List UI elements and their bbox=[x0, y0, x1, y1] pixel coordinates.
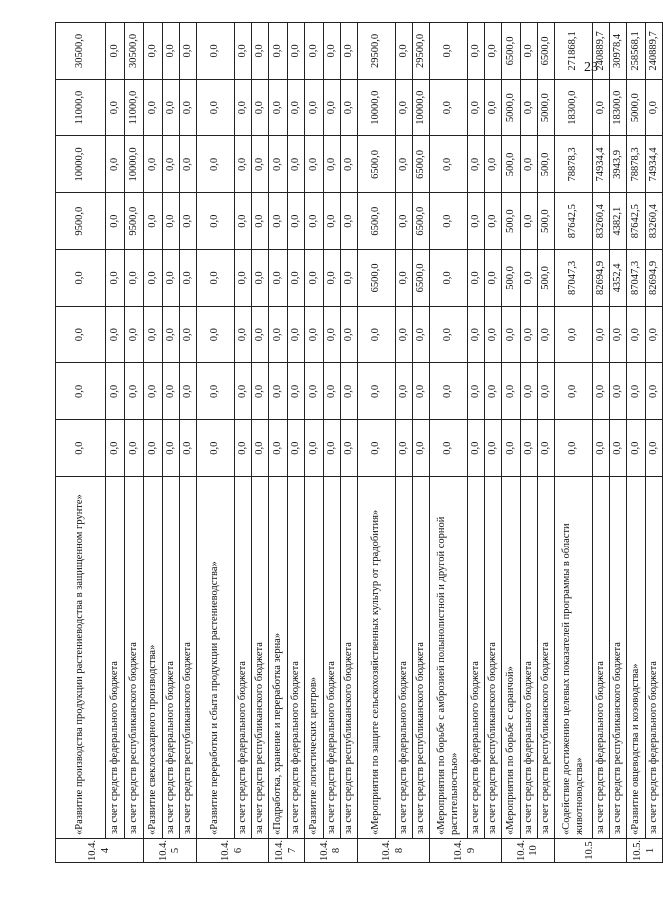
value-cell: 9500,0 bbox=[125, 193, 144, 250]
value-cell: 0,0 bbox=[125, 306, 144, 363]
value-cell: 0,0 bbox=[430, 79, 468, 136]
value-cell: 0,0 bbox=[197, 193, 235, 250]
value-cell: 0,0 bbox=[538, 363, 555, 420]
value-cell: 0,0 bbox=[341, 193, 358, 250]
value-cell: 78878,3 bbox=[555, 136, 593, 193]
value-cell: 0,0 bbox=[593, 306, 610, 363]
value-cell: 0,0 bbox=[341, 79, 358, 136]
value-cell: 0,0 bbox=[56, 250, 106, 307]
value-cell: 0,0 bbox=[502, 420, 521, 477]
item-name-cell: за счет средств федерального бюджета bbox=[646, 477, 663, 839]
value-cell: 6500,0 bbox=[538, 23, 555, 80]
table-row bbox=[396, 23, 413, 863]
value-cell: 0,0 bbox=[56, 420, 106, 477]
value-cell: 0,0 bbox=[305, 420, 324, 477]
value-cell: 87642,5 bbox=[627, 193, 646, 250]
item-code-cell: 10.4. 8 bbox=[305, 839, 358, 863]
value-cell: 6500,0 bbox=[358, 250, 396, 307]
value-cell: 0,0 bbox=[468, 193, 485, 250]
value-cell: 0,0 bbox=[288, 250, 305, 307]
value-cell: 0,0 bbox=[252, 420, 269, 477]
value-cell: 0,0 bbox=[106, 250, 125, 307]
value-cell: 0,0 bbox=[144, 193, 163, 250]
table-row bbox=[538, 23, 555, 863]
value-cell: 0,0 bbox=[468, 23, 485, 80]
item-code-cell: 10.4. 5 bbox=[144, 839, 197, 863]
value-cell: 0,0 bbox=[56, 306, 106, 363]
value-cell: 0,0 bbox=[324, 79, 341, 136]
value-cell: 0,0 bbox=[106, 193, 125, 250]
item-name-cell: «Развитие логистических центров» bbox=[305, 477, 324, 839]
value-cell: 0,0 bbox=[485, 363, 502, 420]
value-cell: 0,0 bbox=[269, 136, 288, 193]
value-cell: 0,0 bbox=[288, 23, 305, 80]
value-cell: 0,0 bbox=[106, 23, 125, 80]
value-cell: 0,0 bbox=[288, 193, 305, 250]
value-cell: 11000,0 bbox=[56, 79, 106, 136]
value-cell: 0,0 bbox=[358, 306, 396, 363]
item-name-cell: за счет средств республиканского бюджета bbox=[180, 477, 197, 839]
item-code-cell: 10.4. 7 bbox=[269, 839, 305, 863]
value-cell: 0,0 bbox=[269, 306, 288, 363]
value-cell: 0,0 bbox=[396, 420, 413, 477]
value-cell: 5000,0 bbox=[502, 79, 521, 136]
value-cell: 0,0 bbox=[252, 136, 269, 193]
value-cell: 0,0 bbox=[197, 250, 235, 307]
value-cell: 0,0 bbox=[163, 306, 180, 363]
value-cell: 18300,0 bbox=[555, 79, 593, 136]
value-cell: 0,0 bbox=[235, 136, 252, 193]
value-cell: 87047,3 bbox=[555, 250, 593, 307]
value-cell: 30500,0 bbox=[56, 23, 106, 80]
value-cell: 500,0 bbox=[538, 136, 555, 193]
item-name-cell: за счет средств республиканского бюджета bbox=[538, 477, 555, 839]
value-cell: 0,0 bbox=[341, 363, 358, 420]
value-cell: 0,0 bbox=[593, 420, 610, 477]
value-cell: 0,0 bbox=[468, 363, 485, 420]
value-cell: 0,0 bbox=[593, 79, 610, 136]
value-cell: 0,0 bbox=[106, 79, 125, 136]
value-cell: 0,0 bbox=[163, 136, 180, 193]
value-cell: 0,0 bbox=[555, 420, 593, 477]
value-cell: 0,0 bbox=[252, 193, 269, 250]
value-cell: 0,0 bbox=[163, 79, 180, 136]
value-cell: 0,0 bbox=[163, 363, 180, 420]
value-cell: 0,0 bbox=[646, 306, 663, 363]
value-cell: 0,0 bbox=[235, 420, 252, 477]
value-cell: 0,0 bbox=[341, 23, 358, 80]
value-cell: 0,0 bbox=[180, 79, 197, 136]
value-cell: 0,0 bbox=[502, 363, 521, 420]
value-cell: 0,0 bbox=[610, 306, 627, 363]
value-cell: 0,0 bbox=[324, 306, 341, 363]
value-cell: 0,0 bbox=[593, 363, 610, 420]
value-cell: 10000,0 bbox=[125, 136, 144, 193]
value-cell: 0,0 bbox=[430, 193, 468, 250]
value-cell: 0,0 bbox=[180, 193, 197, 250]
value-cell: 0,0 bbox=[144, 79, 163, 136]
value-cell: 0,0 bbox=[106, 136, 125, 193]
value-cell: 6500,0 bbox=[502, 23, 521, 80]
value-cell: 0,0 bbox=[305, 193, 324, 250]
table-row bbox=[235, 23, 252, 863]
table-row bbox=[485, 23, 502, 863]
table-row bbox=[125, 23, 144, 863]
item-name-cell: за счет средств федерального бюджета bbox=[468, 477, 485, 839]
page-number: 23 bbox=[584, 60, 598, 75]
value-cell: 0,0 bbox=[235, 79, 252, 136]
value-cell: 0,0 bbox=[485, 250, 502, 307]
value-cell: 87047,3 bbox=[627, 250, 646, 307]
table-row bbox=[610, 23, 627, 863]
value-cell: 0,0 bbox=[163, 250, 180, 307]
value-cell: 0,0 bbox=[125, 420, 144, 477]
value-cell: 83260,4 bbox=[593, 193, 610, 250]
value-cell: 0,0 bbox=[305, 363, 324, 420]
value-cell: 30978,4 bbox=[610, 23, 627, 80]
item-name-cell: за счет средств республиканского бюджета bbox=[485, 477, 502, 839]
table-row bbox=[305, 23, 324, 863]
value-cell: 78878,3 bbox=[627, 136, 646, 193]
value-cell: 0,0 bbox=[197, 306, 235, 363]
value-cell: 0,0 bbox=[396, 306, 413, 363]
value-cell: 0,0 bbox=[396, 79, 413, 136]
value-cell: 0,0 bbox=[288, 420, 305, 477]
value-cell: 500,0 bbox=[538, 193, 555, 250]
value-cell: 0,0 bbox=[430, 250, 468, 307]
value-cell: 0,0 bbox=[627, 420, 646, 477]
value-cell: 0,0 bbox=[235, 193, 252, 250]
table-row bbox=[56, 23, 106, 863]
item-name-cell: за счет средств республиканского бюджета bbox=[341, 477, 358, 839]
item-name-cell: за счет средств федерального бюджета bbox=[593, 477, 610, 839]
value-cell: 0,0 bbox=[269, 23, 288, 80]
table-row bbox=[468, 23, 485, 863]
value-cell: 0,0 bbox=[485, 193, 502, 250]
value-cell: 6500,0 bbox=[413, 250, 430, 307]
value-cell: 87642,5 bbox=[555, 193, 593, 250]
value-cell: 6500,0 bbox=[413, 193, 430, 250]
budget-table bbox=[55, 22, 663, 863]
value-cell: 0,0 bbox=[627, 306, 646, 363]
value-cell: 0,0 bbox=[396, 363, 413, 420]
value-cell: 0,0 bbox=[521, 363, 538, 420]
value-cell: 500,0 bbox=[538, 250, 555, 307]
value-cell: 0,0 bbox=[413, 363, 430, 420]
value-cell: 0,0 bbox=[197, 79, 235, 136]
value-cell: 74934,4 bbox=[646, 136, 663, 193]
value-cell: 0,0 bbox=[396, 136, 413, 193]
table-row bbox=[163, 23, 180, 863]
value-cell: 0,0 bbox=[413, 306, 430, 363]
value-cell: 30500,0 bbox=[125, 23, 144, 80]
table-row bbox=[180, 23, 197, 863]
value-cell: 0,0 bbox=[163, 193, 180, 250]
value-cell: 74934,4 bbox=[593, 136, 610, 193]
value-cell: 0,0 bbox=[305, 136, 324, 193]
value-cell: 0,0 bbox=[180, 23, 197, 80]
value-cell: 0,0 bbox=[252, 23, 269, 80]
value-cell: 0,0 bbox=[538, 306, 555, 363]
table-row bbox=[269, 23, 288, 863]
item-name-cell: за счет средств федерального бюджета bbox=[106, 477, 125, 839]
item-code-cell: 10.4. 6 bbox=[197, 839, 269, 863]
value-cell: 0,0 bbox=[646, 363, 663, 420]
value-cell: 0,0 bbox=[341, 250, 358, 307]
value-cell: 0,0 bbox=[324, 363, 341, 420]
table-row bbox=[646, 23, 663, 863]
value-cell: 82694,9 bbox=[646, 250, 663, 307]
value-cell: 0,0 bbox=[252, 79, 269, 136]
table-row bbox=[555, 23, 593, 863]
value-cell: 6500,0 bbox=[413, 136, 430, 193]
value-cell: 29500,0 bbox=[358, 23, 396, 80]
value-cell: 0,0 bbox=[430, 136, 468, 193]
value-cell: 5000,0 bbox=[538, 79, 555, 136]
table-row bbox=[341, 23, 358, 863]
value-cell: 0,0 bbox=[430, 420, 468, 477]
table-row bbox=[521, 23, 538, 863]
value-cell: 0,0 bbox=[235, 23, 252, 80]
item-code-cell: 10.5. 1 bbox=[627, 839, 663, 863]
value-cell: 10000,0 bbox=[413, 79, 430, 136]
value-cell: 29500,0 bbox=[413, 23, 430, 80]
value-cell: 0,0 bbox=[180, 250, 197, 307]
table-row bbox=[288, 23, 305, 863]
value-cell: 0,0 bbox=[396, 23, 413, 80]
table-row bbox=[627, 23, 646, 863]
value-cell: 0,0 bbox=[288, 136, 305, 193]
value-cell: 0,0 bbox=[180, 420, 197, 477]
value-cell: 0,0 bbox=[610, 363, 627, 420]
value-cell: 0,0 bbox=[235, 363, 252, 420]
value-cell: 0,0 bbox=[521, 136, 538, 193]
value-cell: 0,0 bbox=[288, 306, 305, 363]
value-cell: 0,0 bbox=[180, 363, 197, 420]
value-cell: 0,0 bbox=[180, 306, 197, 363]
value-cell: 500,0 bbox=[502, 193, 521, 250]
value-cell: 0,0 bbox=[197, 363, 235, 420]
value-cell: 0,0 bbox=[468, 136, 485, 193]
value-cell: 0,0 bbox=[288, 363, 305, 420]
value-cell: 0,0 bbox=[106, 420, 125, 477]
table-row bbox=[197, 23, 235, 863]
table-row bbox=[502, 23, 521, 863]
value-cell: 0,0 bbox=[106, 306, 125, 363]
value-cell: 0,0 bbox=[521, 250, 538, 307]
value-cell: 0,0 bbox=[197, 23, 235, 80]
value-cell: 0,0 bbox=[324, 136, 341, 193]
value-cell: 0,0 bbox=[468, 306, 485, 363]
value-cell: 271868,1 bbox=[555, 23, 593, 80]
item-name-cell: за счет средств республиканского бюджета bbox=[125, 477, 144, 839]
value-cell: 0,0 bbox=[646, 79, 663, 136]
value-cell: 0,0 bbox=[305, 250, 324, 307]
value-cell: 0,0 bbox=[521, 79, 538, 136]
table-row bbox=[358, 23, 396, 863]
value-cell: 0,0 bbox=[144, 363, 163, 420]
value-cell: 0,0 bbox=[144, 23, 163, 80]
budget-table-body bbox=[56, 23, 663, 863]
value-cell: 0,0 bbox=[197, 136, 235, 193]
value-cell: 0,0 bbox=[521, 306, 538, 363]
item-name-cell: «Развитие производства продукции растениеводства в защищенном грунте» bbox=[56, 477, 106, 839]
value-cell: 0,0 bbox=[485, 23, 502, 80]
value-cell: 0,0 bbox=[430, 363, 468, 420]
value-cell: 0,0 bbox=[106, 363, 125, 420]
value-cell: 0,0 bbox=[269, 363, 288, 420]
value-cell: 0,0 bbox=[269, 193, 288, 250]
value-cell: 82694,9 bbox=[593, 250, 610, 307]
item-name-cell: «Мероприятия по борьбе с амброзией полынолистной и другой сорной растительностью» bbox=[430, 477, 468, 839]
value-cell: 0,0 bbox=[430, 306, 468, 363]
value-cell: 0,0 bbox=[305, 306, 324, 363]
value-cell: 0,0 bbox=[144, 136, 163, 193]
value-cell: 0,0 bbox=[144, 420, 163, 477]
item-name-cell: за счет средств федерального бюджета bbox=[521, 477, 538, 839]
value-cell: 240889,7 bbox=[593, 23, 610, 80]
value-cell: 500,0 bbox=[502, 136, 521, 193]
table-row bbox=[144, 23, 163, 863]
value-cell: 0,0 bbox=[252, 306, 269, 363]
value-cell: 0,0 bbox=[235, 250, 252, 307]
item-code-cell: 10.5 bbox=[555, 839, 627, 863]
value-cell: 0,0 bbox=[396, 250, 413, 307]
value-cell: 0,0 bbox=[468, 420, 485, 477]
value-cell: 0,0 bbox=[324, 23, 341, 80]
item-code-cell: 10.4. 4 bbox=[56, 839, 144, 863]
value-cell: 0,0 bbox=[358, 420, 396, 477]
value-cell: 0,0 bbox=[288, 79, 305, 136]
value-cell: 0,0 bbox=[252, 250, 269, 307]
value-cell: 0,0 bbox=[180, 136, 197, 193]
value-cell: 0,0 bbox=[521, 420, 538, 477]
value-cell: 3943,9 bbox=[610, 136, 627, 193]
value-cell: 0,0 bbox=[269, 79, 288, 136]
item-code-cell: 10.4. 10 bbox=[502, 839, 555, 863]
value-cell: 0,0 bbox=[396, 193, 413, 250]
value-cell: 0,0 bbox=[502, 306, 521, 363]
item-code-cell: 10.4. 8 bbox=[358, 839, 430, 863]
table-row bbox=[430, 23, 468, 863]
item-name-cell: «Подработка, хранение и переработка зерна» bbox=[269, 477, 288, 839]
item-name-cell: «Развитие свеклосахарного производства» bbox=[144, 477, 163, 839]
value-cell: 0,0 bbox=[324, 250, 341, 307]
item-name-cell: «Содействие достижению целевых показателей программы в области животноводства» bbox=[555, 477, 593, 839]
value-cell: 0,0 bbox=[144, 250, 163, 307]
value-cell: 5000,0 bbox=[627, 79, 646, 136]
item-name-cell: за счет средств федерального бюджета bbox=[288, 477, 305, 839]
value-cell: 10000,0 bbox=[358, 79, 396, 136]
value-cell: 0,0 bbox=[538, 420, 555, 477]
item-name-cell: за счет средств федерального бюджета bbox=[235, 477, 252, 839]
value-cell: 0,0 bbox=[485, 306, 502, 363]
item-name-cell: за счет средств республиканского бюджета bbox=[252, 477, 269, 839]
value-cell: 0,0 bbox=[269, 420, 288, 477]
value-cell: 0,0 bbox=[646, 420, 663, 477]
item-name-cell: за счет средств федерального бюджета bbox=[163, 477, 180, 839]
value-cell: 18300,0 bbox=[610, 79, 627, 136]
value-cell: 0,0 bbox=[610, 420, 627, 477]
value-cell: 0,0 bbox=[163, 420, 180, 477]
value-cell: 240889,7 bbox=[646, 23, 663, 80]
value-cell: 0,0 bbox=[341, 420, 358, 477]
value-cell: 0,0 bbox=[521, 193, 538, 250]
item-name-cell: «Развитие переработки и сбыта продукции растениеводства» bbox=[197, 477, 235, 839]
value-cell: 0,0 bbox=[627, 363, 646, 420]
value-cell: 0,0 bbox=[197, 420, 235, 477]
value-cell: 0,0 bbox=[56, 363, 106, 420]
item-name-cell: за счет средств федерального бюджета bbox=[396, 477, 413, 839]
table-row bbox=[413, 23, 430, 863]
table-row bbox=[593, 23, 610, 863]
value-cell: 0,0 bbox=[305, 79, 324, 136]
item-name-cell: за счет средств республиканского бюджета bbox=[413, 477, 430, 839]
value-cell: 0,0 bbox=[144, 306, 163, 363]
item-name-cell: «Развитие овцеводства и козоводства» bbox=[627, 477, 646, 839]
item-name-cell: за счет средств республиканского бюджета bbox=[610, 477, 627, 839]
value-cell: 0,0 bbox=[125, 250, 144, 307]
value-cell: 9500,0 bbox=[56, 193, 106, 250]
value-cell: 0,0 bbox=[468, 250, 485, 307]
value-cell: 0,0 bbox=[305, 23, 324, 80]
value-cell: 11000,0 bbox=[125, 79, 144, 136]
value-cell: 0,0 bbox=[125, 363, 144, 420]
value-cell: 0,0 bbox=[485, 79, 502, 136]
value-cell: 0,0 bbox=[324, 420, 341, 477]
table-row bbox=[252, 23, 269, 863]
value-cell: 500,0 bbox=[502, 250, 521, 307]
value-cell: 4352,4 bbox=[610, 250, 627, 307]
value-cell: 0,0 bbox=[555, 306, 593, 363]
value-cell: 0,0 bbox=[430, 23, 468, 80]
value-cell: 0,0 bbox=[163, 23, 180, 80]
item-name-cell: за счет средств федерального бюджета bbox=[324, 477, 341, 839]
item-name-cell: «Мероприятия по защите сельскохозяйственных культур от градобития» bbox=[358, 477, 396, 839]
value-cell: 0,0 bbox=[269, 250, 288, 307]
value-cell: 0,0 bbox=[252, 363, 269, 420]
item-name-cell: «Мероприятия по борьбе с саранчой» bbox=[502, 477, 521, 839]
value-cell: 258568,1 bbox=[627, 23, 646, 80]
value-cell: 0,0 bbox=[413, 420, 430, 477]
value-cell: 0,0 bbox=[324, 193, 341, 250]
value-cell: 6500,0 bbox=[358, 193, 396, 250]
value-cell: 0,0 bbox=[358, 363, 396, 420]
value-cell: 0,0 bbox=[235, 306, 252, 363]
value-cell: 0,0 bbox=[341, 306, 358, 363]
value-cell: 0,0 bbox=[341, 136, 358, 193]
table-row bbox=[324, 23, 341, 863]
value-cell: 10000,0 bbox=[56, 136, 106, 193]
value-cell: 0,0 bbox=[485, 420, 502, 477]
value-cell: 0,0 bbox=[485, 136, 502, 193]
value-cell: 0,0 bbox=[555, 363, 593, 420]
value-cell: 4382,1 bbox=[610, 193, 627, 250]
value-cell: 0,0 bbox=[521, 23, 538, 80]
value-cell: 0,0 bbox=[468, 79, 485, 136]
item-code-cell: 10.4. 9 bbox=[430, 839, 502, 863]
value-cell: 6500,0 bbox=[358, 136, 396, 193]
table-row bbox=[106, 23, 125, 863]
value-cell: 83260,4 bbox=[646, 193, 663, 250]
rotated-table-container bbox=[55, 23, 659, 863]
